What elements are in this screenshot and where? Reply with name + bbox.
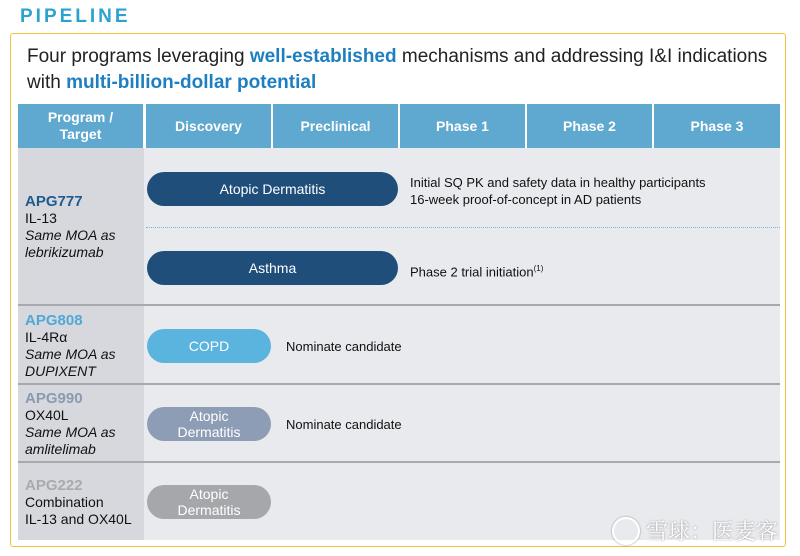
header-program-line2: Target: [59, 126, 102, 142]
program-apg222: [25, 477, 132, 528]
program-target: IL-4Rα: [25, 329, 68, 345]
milestone-note: Nominate candidate: [286, 417, 402, 432]
watermark-text: 雪球：医麦客: [645, 519, 778, 544]
pipeline-bar-atopic-dermatitis: [147, 485, 271, 519]
row-divider: [18, 461, 780, 463]
headline-part2: mechanisms and addressing I&I indications with: [27, 46, 768, 93]
header-phase2: Phase 2: [527, 104, 652, 148]
program-apg777: [25, 193, 116, 261]
pipeline-bar-atopic-dermatitis: [147, 407, 271, 441]
program-moa: Same MOA as: [25, 346, 116, 362]
headline-part1: Four programs leveraging: [27, 46, 250, 67]
bar-label-line1: Atopic: [189, 486, 229, 502]
pipeline-bar-copd: COPD: [147, 329, 271, 363]
program-code: APG990: [25, 390, 83, 407]
headline-highlight-1: well-established: [249, 46, 397, 67]
row-divider: [18, 383, 780, 385]
header-program-line1: Program /: [47, 109, 114, 125]
bar-label-line1: Atopic: [189, 408, 229, 424]
program-apg990: [25, 390, 116, 458]
header-preclinical: Preclinical: [273, 104, 398, 148]
bar-label-line2: Dermatitis: [177, 502, 241, 518]
milestone-note: [410, 174, 706, 208]
program-moa: Same MOA as: [25, 424, 116, 440]
milestone-note-line2: 16-week proof-of-concept in AD patients: [410, 192, 642, 207]
program-code: APG777: [25, 193, 83, 210]
row-divider: [18, 304, 780, 306]
header-discovery: Discovery: [146, 104, 271, 148]
milestone-note: [410, 260, 543, 280]
watermark: [612, 515, 778, 546]
indication-divider: [146, 227, 780, 228]
pipeline-bar-asthma: Asthma: [147, 251, 398, 285]
header-program-target: [18, 104, 143, 148]
section-title: PIPELINE: [20, 6, 131, 27]
program-moa-drug: amlitelimab: [25, 441, 96, 457]
footnote-ref: (1): [533, 264, 544, 273]
headline-highlight-2: multi-billion-dollar potential: [66, 72, 317, 93]
program-code: APG222: [25, 477, 83, 494]
program-moa-drug: lebrikizumab: [25, 244, 104, 260]
header-phase1: Phase 1: [400, 104, 525, 148]
program-moa: Same MOA as: [25, 227, 116, 243]
program-moa-drug: DUPIXENT: [25, 363, 96, 379]
program-target: OX40L: [25, 407, 69, 423]
header-phase3: Phase 3: [654, 104, 780, 148]
program-target: IL-13: [25, 210, 57, 226]
headline: [27, 44, 787, 96]
pipeline-bar-atopic-dermatitis: Atopic Dermatitis: [147, 172, 398, 206]
snowball-logo-icon: [612, 517, 640, 545]
milestone-note-line1: Initial SQ PK and safety data in healthy participants: [410, 175, 706, 190]
program-target-detail: IL-13 and OX40L: [25, 511, 132, 527]
bar-label-line2: Dermatitis: [177, 424, 241, 440]
milestone-note: Nominate candidate: [286, 339, 402, 354]
milestone-note-text: Phase 2 trial initiation: [410, 264, 534, 280]
program-apg808: [25, 312, 116, 380]
program-code: APG808: [25, 312, 83, 329]
program-target: Combination: [25, 494, 104, 510]
